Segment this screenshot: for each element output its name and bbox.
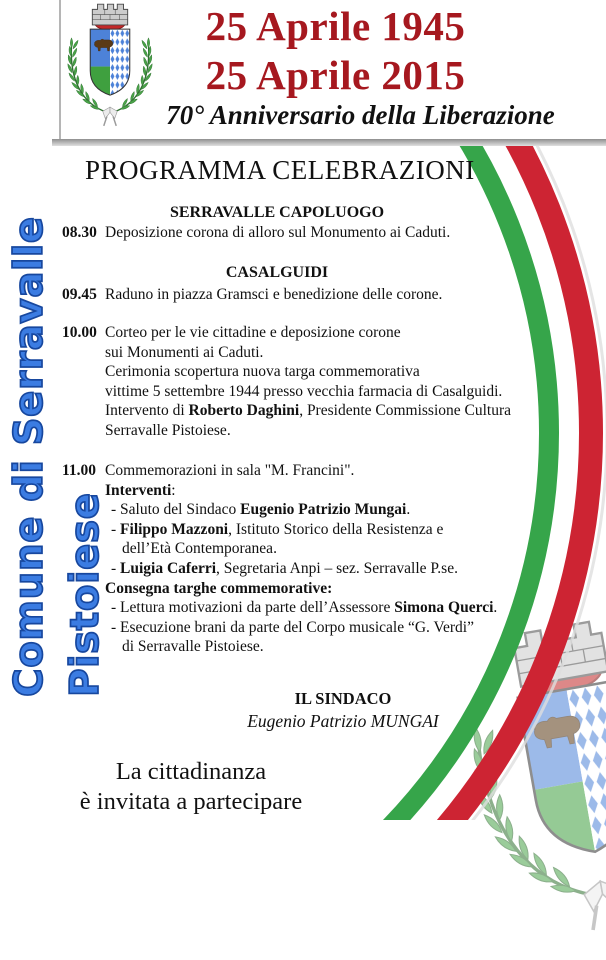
invitation-text xyxy=(40,757,342,816)
invitation-line1: La cittadinanza xyxy=(115,758,267,785)
program-line: - Filippo Mazzoni, Istituto Storico della Resistenza e xyxy=(111,520,444,538)
section-heading-serravalle: SERRAVALLE CAPOLUOGO xyxy=(169,204,385,221)
program-line: - Lettura motivazioni da parte dell’Assessore Simona Querci. xyxy=(111,599,498,617)
program-line: Deposizione corona di alloro sul Monumento ai Caduti. xyxy=(105,224,451,241)
program-line: vittime 5 settembre 1944 presso vecchia farmacia di Casalguidi. xyxy=(105,382,503,400)
signature-name: Eugenio Patrizio MUNGAI xyxy=(247,711,439,731)
program-line: - Luigia Caferri, Segretaria Anpi – sez. Serravalle P.se. xyxy=(111,559,458,577)
event-description xyxy=(105,461,554,657)
program-line: di Serravalle Pistoiese. xyxy=(122,638,264,656)
program-line: sui Monumenti ai Caduti. xyxy=(105,343,264,361)
program-line: Consegna targhe commemorative: xyxy=(105,579,333,597)
anniversary-subtitle: 70° Anniversario della Liberazione xyxy=(166,100,555,130)
event-1000 xyxy=(62,323,554,441)
date-1945: 25 Aprile 1945 xyxy=(205,3,466,49)
program-title: PROGRAMMA CELEBRAZIONI xyxy=(85,155,475,185)
event-description xyxy=(105,285,554,305)
program-line: dell’Età Contemporanea. xyxy=(122,540,277,558)
section-heading-casalguidi: CASALGUIDI xyxy=(225,264,329,281)
invitation-line2: è invitata a partecipare xyxy=(79,787,303,815)
program-line: Corteo per le vie cittadine e deposizione corone xyxy=(105,324,401,341)
event-time: 08.30 xyxy=(62,224,97,241)
event-time: 09.45 xyxy=(62,286,97,303)
event-time: 11.00 xyxy=(62,462,97,479)
signature-role: IL SINDACO xyxy=(294,689,392,708)
program-line: - Esecuzione brani da parte del Corpo musicale “G. Verdi” xyxy=(111,618,474,636)
program-line: Commemorazioni in sala "M. Francini". xyxy=(105,462,355,479)
event-time: 10.00 xyxy=(62,324,97,341)
header-divider xyxy=(52,139,606,146)
program-line: Cerimonia scopertura nuova targa commemorativa xyxy=(105,363,420,381)
program-line: Intervento di Roberto Daghini, Presidente Commissione Cultura xyxy=(105,402,512,420)
event-description xyxy=(105,323,554,441)
date-2015: 25 Aprile 2015 xyxy=(205,52,466,98)
signature-block xyxy=(160,689,526,732)
event-description xyxy=(105,223,554,243)
event-0830 xyxy=(62,223,554,243)
program-line: Raduno in piazza Gramsci e benedizione delle corone. xyxy=(105,286,443,303)
program-line: Serravalle Pistoiese. xyxy=(105,421,231,439)
event-1100 xyxy=(62,461,554,657)
municipality-vertical-text: Comune di Serravalle Pistoiese xyxy=(7,216,108,697)
program-line: Interventi: xyxy=(105,481,176,499)
program-line: - Saluto del Sindaco Eugenio Patrizio Mungai. xyxy=(111,501,411,519)
header-titles xyxy=(57,2,606,100)
event-0945 xyxy=(62,285,554,305)
